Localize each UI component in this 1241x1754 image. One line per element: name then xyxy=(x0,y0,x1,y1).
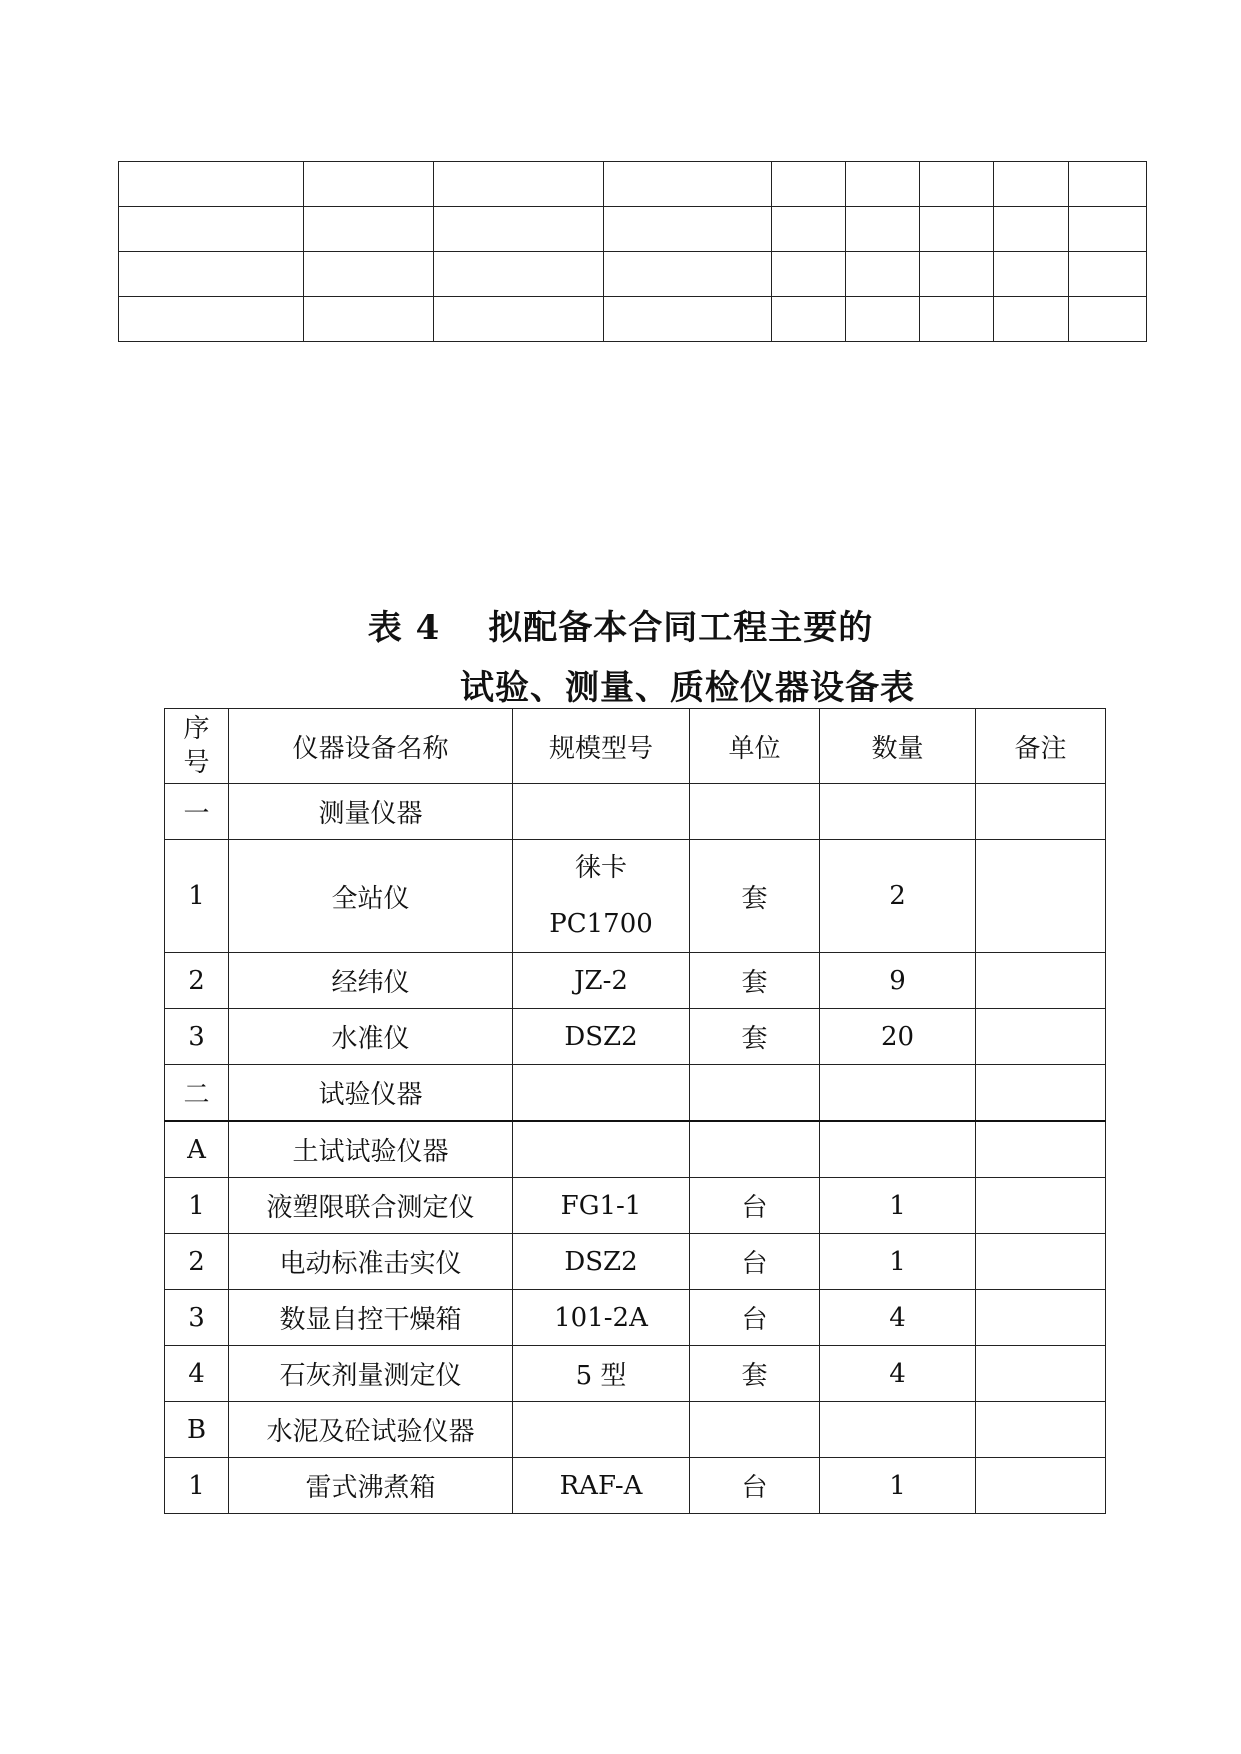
cell-qty: 9 xyxy=(820,953,976,1009)
cell-seq: 3 xyxy=(165,1009,229,1065)
table-row xyxy=(165,1346,1106,1402)
cell-qty: 4 xyxy=(820,1290,976,1346)
cell-unit xyxy=(690,1402,820,1458)
table-row xyxy=(165,840,1106,953)
cell-model: RAF-A xyxy=(513,1458,690,1514)
header-remark: 备注 xyxy=(976,709,1106,784)
cell-name: 全站仪 xyxy=(229,840,513,953)
cell-model xyxy=(513,784,690,840)
cell-remark xyxy=(976,1065,1106,1122)
cell-unit xyxy=(690,1121,820,1178)
cell-seq: 1 xyxy=(165,1458,229,1514)
cell-remark xyxy=(976,1458,1106,1514)
table-row xyxy=(165,1121,1106,1178)
cell-qty xyxy=(820,1065,976,1122)
cell-model: DSZ2 xyxy=(513,1234,690,1290)
cell-unit: 台 xyxy=(690,1178,820,1234)
cell-seq: B xyxy=(165,1402,229,1458)
table-row xyxy=(165,1178,1106,1234)
cell-unit: 套 xyxy=(690,840,820,953)
header-model: 规模型号 xyxy=(513,709,690,784)
cell-seq: 一 xyxy=(165,784,229,840)
cell-remark xyxy=(976,1121,1106,1178)
table-header-row xyxy=(165,709,1106,784)
header-seq: 序 号 xyxy=(165,709,229,784)
cell-unit: 套 xyxy=(690,1009,820,1065)
table-row xyxy=(165,1009,1106,1065)
cell-seq: 2 xyxy=(165,1234,229,1290)
table-title-text: 拟配备本合同工程主要的 xyxy=(488,608,874,648)
equipment-table xyxy=(164,708,1106,1514)
cell-remark xyxy=(976,1402,1106,1458)
cell-name: 测量仪器 xyxy=(229,784,513,840)
cell-seq: 1 xyxy=(165,1178,229,1234)
cell-qty: 2 xyxy=(820,840,976,953)
cell-model xyxy=(513,1065,690,1122)
cell-remark xyxy=(976,953,1106,1009)
table-row xyxy=(165,1290,1106,1346)
cell-seq: 二 xyxy=(165,1065,229,1122)
cell-name: 数显自控干燥箱 xyxy=(229,1290,513,1346)
cell-model: 5 型 xyxy=(513,1346,690,1402)
cell-seq: 3 xyxy=(165,1290,229,1346)
cell-name: 液塑限联合测定仪 xyxy=(229,1178,513,1234)
cell-unit xyxy=(690,784,820,840)
cell-model: 101-2A xyxy=(513,1290,690,1346)
cell-qty: 1 xyxy=(820,1178,976,1234)
cell-name: 石灰剂量测定仪 xyxy=(229,1346,513,1402)
header-qty: 数量 xyxy=(820,709,976,784)
cell-name: 经纬仪 xyxy=(229,953,513,1009)
cell-qty: 20 xyxy=(820,1009,976,1065)
cell-name: 雷式沸煮箱 xyxy=(229,1458,513,1514)
cell-seq: A xyxy=(165,1121,229,1178)
cell-qty: 1 xyxy=(820,1234,976,1290)
cell-qty: 1 xyxy=(820,1458,976,1514)
cell-unit: 套 xyxy=(690,953,820,1009)
cell-name: 土试试验仪器 xyxy=(229,1121,513,1178)
cell-seq: 4 xyxy=(165,1346,229,1402)
cell-remark xyxy=(976,840,1106,953)
previous-table-fragment xyxy=(118,161,1147,342)
cell-model: 徕卡 PC1700 xyxy=(513,840,690,953)
table-row xyxy=(119,297,1147,342)
cell-unit: 套 xyxy=(690,1346,820,1402)
cell-remark xyxy=(976,1346,1106,1402)
cell-model: FG1-1 xyxy=(513,1178,690,1234)
cell-unit xyxy=(690,1065,820,1122)
table-row xyxy=(165,1234,1106,1290)
cell-remark xyxy=(976,1290,1106,1346)
cell-seq: 1 xyxy=(165,840,229,953)
table-row xyxy=(165,953,1106,1009)
cell-unit: 台 xyxy=(690,1234,820,1290)
cell-model xyxy=(513,1402,690,1458)
cell-unit: 台 xyxy=(690,1290,820,1346)
table-row xyxy=(119,162,1147,207)
cell-qty xyxy=(820,1402,976,1458)
table-title-line2: 试验、测量、质检仪器设备表 xyxy=(460,668,915,708)
cell-model xyxy=(513,1121,690,1178)
cell-remark xyxy=(976,1009,1106,1065)
cell-remark xyxy=(976,1178,1106,1234)
cell-qty: 4 xyxy=(820,1346,976,1402)
table-row xyxy=(165,1458,1106,1514)
cell-qty xyxy=(820,784,976,840)
cell-seq: 2 xyxy=(165,953,229,1009)
table-row xyxy=(165,1402,1106,1458)
table-row xyxy=(119,252,1147,297)
cell-remark xyxy=(976,1234,1106,1290)
cell-name: 试验仪器 xyxy=(229,1065,513,1122)
header-name: 仪器设备名称 xyxy=(229,709,513,784)
cell-unit: 台 xyxy=(690,1458,820,1514)
cell-remark xyxy=(976,784,1106,840)
table-row xyxy=(119,207,1147,252)
table-row xyxy=(165,784,1106,840)
cell-name: 水准仪 xyxy=(229,1009,513,1065)
cell-qty xyxy=(820,1121,976,1178)
cell-model: DSZ2 xyxy=(513,1009,690,1065)
table-number: 表 4 xyxy=(367,608,441,648)
cell-model: JZ-2 xyxy=(513,953,690,1009)
header-unit: 单位 xyxy=(690,709,820,784)
cell-name: 电动标准击实仪 xyxy=(229,1234,513,1290)
table-row xyxy=(165,1065,1106,1122)
table-title-line1 xyxy=(0,600,1241,649)
cell-name: 水泥及砼试验仪器 xyxy=(229,1402,513,1458)
